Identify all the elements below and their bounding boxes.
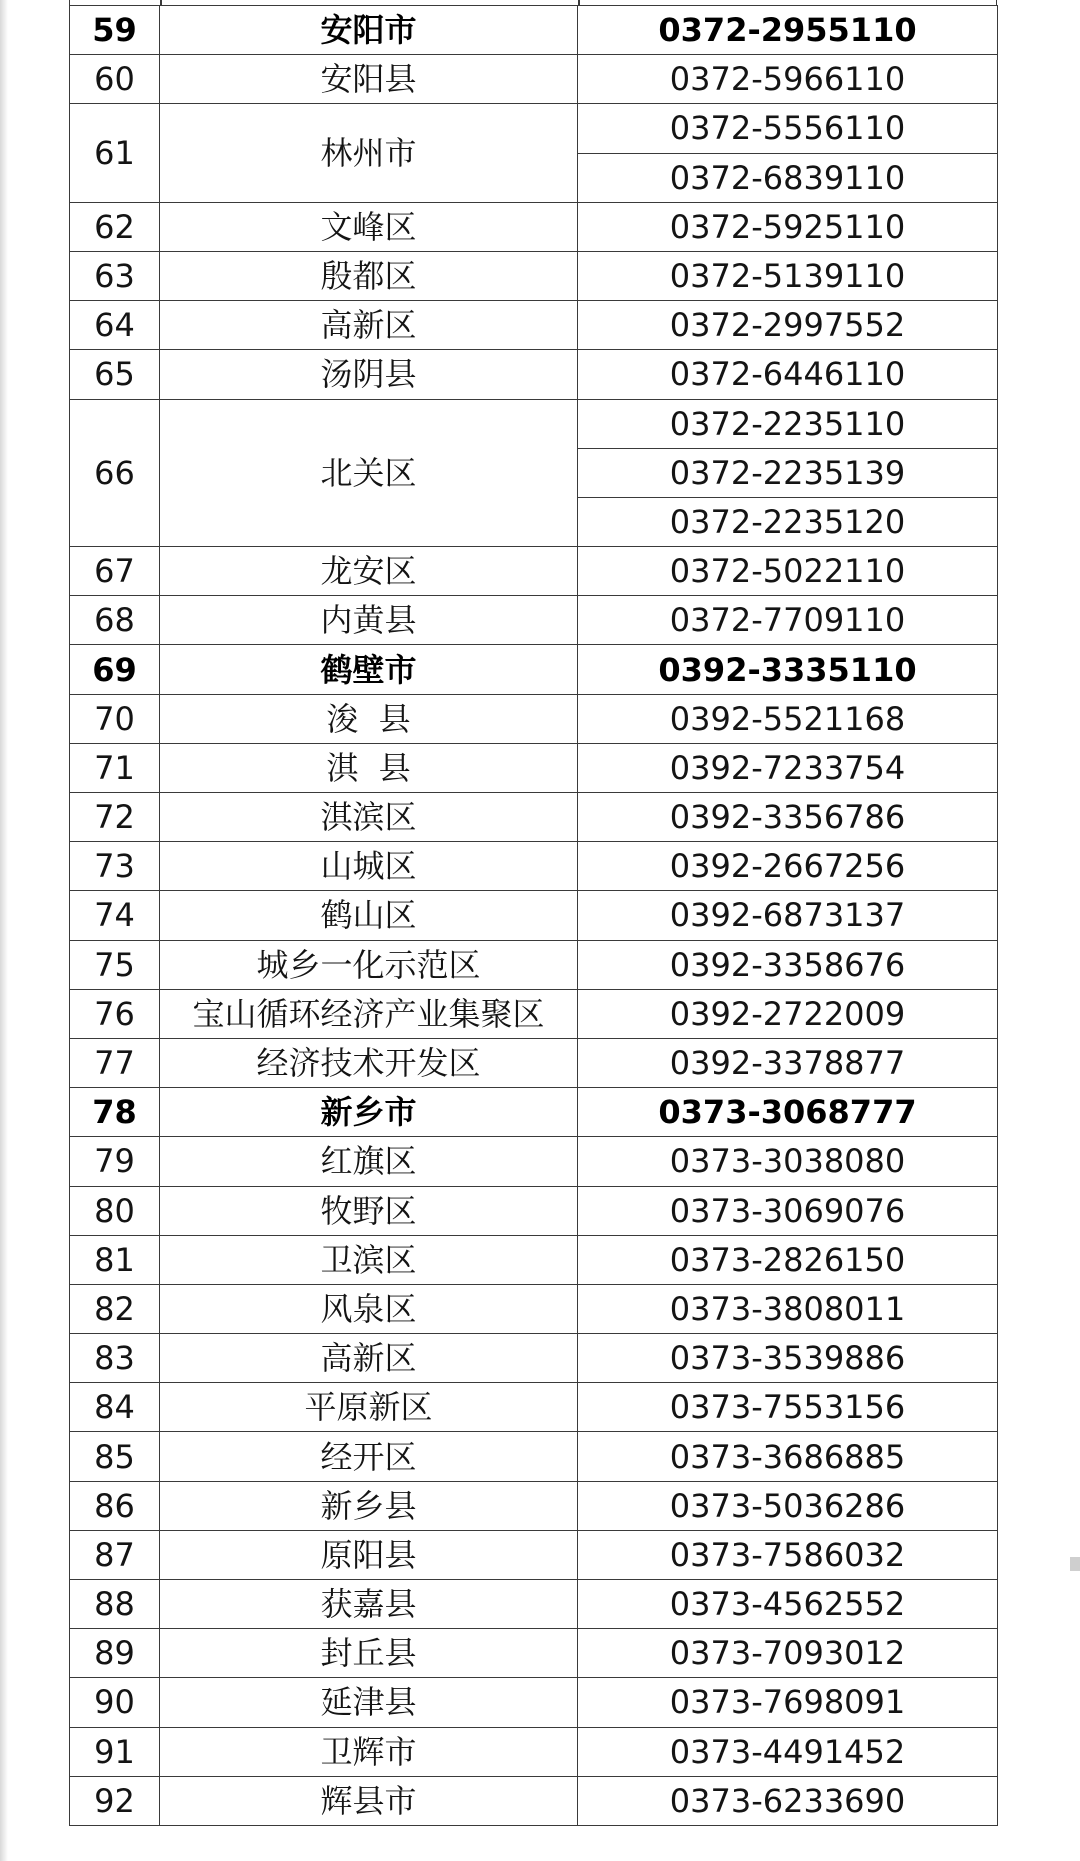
phone-number: 0392-3356786 (578, 793, 998, 842)
phone-number: 0373-3068777 (578, 1088, 998, 1137)
table-row (70, 1727, 998, 1776)
phone-number: 0372-6446110 (578, 350, 998, 399)
district-name: 山城区 (160, 842, 578, 891)
table-row (70, 104, 998, 153)
district-name: 淇 县 (160, 743, 578, 792)
phone-number: 0372-2235139 (578, 448, 998, 497)
phone-number: 0372-5966110 (578, 55, 998, 104)
phone-number: 0373-3069076 (578, 1186, 998, 1235)
table-row (70, 842, 998, 891)
district-name: 北关区 (160, 399, 578, 547)
table-row (70, 55, 998, 104)
phone-number: 0373-4562552 (578, 1580, 998, 1629)
district-name: 林州市 (160, 104, 578, 202)
phone-number: 0372-2235110 (578, 399, 998, 448)
city-name: 安阳市 (160, 6, 578, 55)
district-name: 卫辉市 (160, 1727, 578, 1776)
row-number: 74 (70, 891, 160, 940)
district-name: 文峰区 (160, 202, 578, 251)
district-name: 平原新区 (160, 1383, 578, 1432)
table-row (70, 1678, 998, 1727)
phone-number: 0392-2667256 (578, 842, 998, 891)
phone-number: 0392-7233754 (578, 743, 998, 792)
phone-number: 0392-6873137 (578, 891, 998, 940)
phone-number: 0372-2955110 (578, 6, 998, 55)
district-name: 风泉区 (160, 1284, 578, 1333)
phone-directory-table (69, 5, 998, 1826)
phone-number: 0372-2997552 (578, 301, 998, 350)
row-number: 65 (70, 350, 160, 399)
phone-number: 0373-4491452 (578, 1727, 998, 1776)
table-body (70, 6, 998, 1826)
row-number: 90 (70, 1678, 160, 1727)
table-row (70, 645, 998, 694)
phone-number: 0372-5022110 (578, 547, 998, 596)
phone-number: 0372-5556110 (578, 104, 998, 153)
district-name: 殷都区 (160, 251, 578, 300)
table-row (70, 399, 998, 448)
district-name: 经济技术开发区 (160, 1038, 578, 1087)
table-row (70, 1530, 998, 1579)
table-row (70, 743, 998, 792)
row-number: 87 (70, 1530, 160, 1579)
phone-number: 0392-3378877 (578, 1038, 998, 1087)
row-number: 84 (70, 1383, 160, 1432)
phone-number: 0373-7698091 (578, 1678, 998, 1727)
phone-number: 0373-7093012 (578, 1629, 998, 1678)
district-name: 辉县市 (160, 1776, 578, 1825)
table-row (70, 989, 998, 1038)
district-name: 封丘县 (160, 1629, 578, 1678)
row-number: 77 (70, 1038, 160, 1087)
row-number: 78 (70, 1088, 160, 1137)
row-number: 73 (70, 842, 160, 891)
district-name: 安阳县 (160, 55, 578, 104)
row-number: 92 (70, 1776, 160, 1825)
table-row (70, 202, 998, 251)
district-name: 鹤山区 (160, 891, 578, 940)
district-name: 获嘉县 (160, 1580, 578, 1629)
scroll-indicator[interactable] (1070, 1557, 1080, 1571)
row-number: 66 (70, 399, 160, 547)
district-name: 高新区 (160, 1334, 578, 1383)
table-row (70, 350, 998, 399)
phone-number: 0373-7586032 (578, 1530, 998, 1579)
table-row (70, 1235, 998, 1284)
table-row (70, 1432, 998, 1481)
phone-number: 0373-5036286 (578, 1481, 998, 1530)
row-number: 70 (70, 694, 160, 743)
phone-number: 0373-7553156 (578, 1383, 998, 1432)
table-row (70, 301, 998, 350)
phone-number: 0372-5925110 (578, 202, 998, 251)
row-number: 59 (70, 6, 160, 55)
row-number: 82 (70, 1284, 160, 1333)
row-number: 91 (70, 1727, 160, 1776)
row-number: 86 (70, 1481, 160, 1530)
district-name: 龙安区 (160, 547, 578, 596)
phone-number: 0372-7709110 (578, 596, 998, 645)
district-name: 牧野区 (160, 1186, 578, 1235)
row-number: 64 (70, 301, 160, 350)
district-name: 高新区 (160, 301, 578, 350)
table-row (70, 1334, 998, 1383)
phone-number: 0373-3808011 (578, 1284, 998, 1333)
table-row (70, 1088, 998, 1137)
table-row (70, 694, 998, 743)
row-number: 71 (70, 743, 160, 792)
phone-number: 0372-2235120 (578, 497, 998, 546)
table-row (70, 1481, 998, 1530)
phone-number: 0372-6839110 (578, 153, 998, 202)
phone-number: 0373-2826150 (578, 1235, 998, 1284)
row-number: 60 (70, 55, 160, 104)
city-name: 鹤壁市 (160, 645, 578, 694)
table-row (70, 596, 998, 645)
row-number: 67 (70, 547, 160, 596)
district-name: 淇滨区 (160, 793, 578, 842)
table-row (70, 1284, 998, 1333)
district-name: 卫滨区 (160, 1235, 578, 1284)
row-number: 88 (70, 1580, 160, 1629)
table-row (70, 1629, 998, 1678)
phone-number: 0392-3335110 (578, 645, 998, 694)
phone-number: 0373-3686885 (578, 1432, 998, 1481)
row-number: 75 (70, 940, 160, 989)
phone-number: 0392-3358676 (578, 940, 998, 989)
district-name: 浚 县 (160, 694, 578, 743)
row-number: 76 (70, 989, 160, 1038)
row-number: 72 (70, 793, 160, 842)
district-name: 延津县 (160, 1678, 578, 1727)
page-left-edge (0, 0, 8, 1861)
row-number: 68 (70, 596, 160, 645)
table-row (70, 940, 998, 989)
district-name: 汤阴县 (160, 350, 578, 399)
table-row (70, 1580, 998, 1629)
district-name: 红旗区 (160, 1137, 578, 1186)
district-name: 经开区 (160, 1432, 578, 1481)
table-row (70, 547, 998, 596)
district-name: 城乡一化示范区 (160, 940, 578, 989)
row-number: 85 (70, 1432, 160, 1481)
row-number: 61 (70, 104, 160, 202)
phone-number: 0373-3038080 (578, 1137, 998, 1186)
row-number: 83 (70, 1334, 160, 1383)
city-name: 新乡市 (160, 1088, 578, 1137)
phone-number: 0392-2722009 (578, 989, 998, 1038)
table-row (70, 891, 998, 940)
table-row (70, 1383, 998, 1432)
table-row (70, 6, 998, 55)
table-row (70, 1186, 998, 1235)
row-number: 63 (70, 251, 160, 300)
table-row (70, 793, 998, 842)
phone-number: 0373-6233690 (578, 1776, 998, 1825)
row-number: 81 (70, 1235, 160, 1284)
phone-number: 0372-5139110 (578, 251, 998, 300)
table-row (70, 251, 998, 300)
row-number: 62 (70, 202, 160, 251)
district-name: 新乡县 (160, 1481, 578, 1530)
district-name: 原阳县 (160, 1530, 578, 1579)
district-name: 宝山循环经济产业集聚区 (160, 989, 578, 1038)
row-number: 89 (70, 1629, 160, 1678)
phone-number: 0392-5521168 (578, 694, 998, 743)
row-number: 80 (70, 1186, 160, 1235)
table-row (70, 1776, 998, 1825)
phone-number: 0373-3539886 (578, 1334, 998, 1383)
row-number: 69 (70, 645, 160, 694)
district-name: 内黄县 (160, 596, 578, 645)
table-row (70, 1038, 998, 1087)
table-row (70, 1137, 998, 1186)
row-number: 79 (70, 1137, 160, 1186)
